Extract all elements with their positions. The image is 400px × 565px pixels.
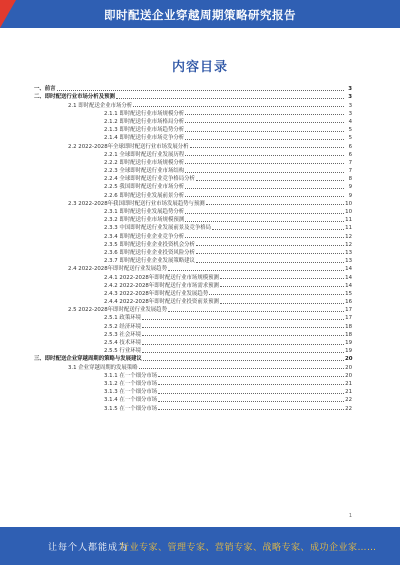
toc-entry-page: 8 bbox=[348, 176, 352, 183]
toc-entry-label: 2.3 2022-2028年我国即时配送行业市场发展趋势与预测 bbox=[68, 200, 205, 207]
toc-leader-dots bbox=[196, 179, 344, 181]
toc-leader-dots bbox=[185, 220, 344, 222]
toc-entry-page: 15 bbox=[345, 290, 352, 297]
toc-entry[interactable] bbox=[34, 166, 352, 174]
toc-entry-page: 5 bbox=[348, 127, 352, 134]
toc-entry-page: 14 bbox=[345, 266, 352, 273]
toc-entry-page: 16 bbox=[345, 299, 352, 306]
toc-entry-page: 13 bbox=[345, 249, 352, 256]
toc-leader-dots bbox=[196, 261, 344, 263]
toc-entry[interactable] bbox=[34, 289, 352, 297]
toc-entry-page: 6 bbox=[348, 143, 352, 150]
toc-entry-page: 20 bbox=[345, 372, 352, 379]
toc-leader-dots bbox=[158, 392, 344, 394]
toc-entry-page: 5 bbox=[348, 135, 352, 142]
toc-entry-label: 2.3.7 即时配送行业企业发展策略建议 bbox=[104, 258, 195, 265]
toc-leader-dots bbox=[185, 187, 344, 189]
toc-entry-label: 3.1.5 在一个细分市场 bbox=[104, 405, 158, 412]
toc-entry-label: 2.2.4 全球即时配送行业竞争格局分析 bbox=[104, 176, 195, 183]
toc-leader-dots bbox=[142, 334, 344, 336]
toc-entry[interactable] bbox=[34, 174, 352, 182]
toc-leader-dots bbox=[190, 146, 344, 148]
toc-leader-dots bbox=[212, 228, 344, 230]
toc-entry-label: 2.5.2 经济环境 bbox=[104, 323, 141, 330]
toc-entry-label: 3.1.3 在一个细分市场 bbox=[104, 389, 158, 396]
toc-entry-label: 2.1.2 即时配送行业市场格局分析 bbox=[104, 118, 185, 125]
toc-entry-page: 9 bbox=[348, 184, 352, 191]
toc-entry[interactable] bbox=[34, 215, 352, 223]
toc-entry-label: 2.1.4 即时配送行业市场竞争分析 bbox=[104, 135, 185, 142]
toc-entry-page: 7 bbox=[348, 168, 352, 175]
toc-entry-page: 17 bbox=[345, 307, 352, 314]
toc-leader-dots bbox=[185, 171, 344, 173]
toc-entry-label: 2.5.1 政策环境 bbox=[104, 315, 141, 322]
toc-entry[interactable] bbox=[34, 190, 352, 198]
toc-leader-dots bbox=[142, 326, 344, 328]
toc-leader-dots bbox=[116, 97, 344, 99]
toc-entry-page: 19 bbox=[345, 348, 352, 355]
toc-entry-page: 9 bbox=[348, 192, 352, 199]
toc-leader-dots bbox=[209, 293, 344, 295]
toc-entry-label: 2.2.5 我国即时配送行业市场分析 bbox=[104, 184, 185, 191]
toc-entry[interactable] bbox=[34, 338, 352, 346]
toc-entry[interactable] bbox=[34, 150, 352, 158]
toc-entry-label: 三、即时配送企业穿越周期的策略与发展建议 bbox=[34, 356, 142, 363]
toc-entry-label: 2.2.1 全球即时配送行业发展历程 bbox=[104, 151, 185, 158]
toc-leader-dots bbox=[158, 383, 344, 385]
toc-entry-page: 18 bbox=[345, 331, 352, 338]
toc-entry[interactable] bbox=[34, 100, 352, 108]
toc-leader-dots bbox=[185, 138, 344, 140]
report-header-bar bbox=[0, 0, 400, 28]
toc-leader-dots bbox=[185, 130, 344, 132]
toc-leader-dots bbox=[220, 285, 344, 287]
toc-leader-dots bbox=[168, 310, 344, 312]
toc-entry[interactable] bbox=[34, 387, 352, 395]
toc-entry-page: 10 bbox=[345, 209, 352, 215]
toc-entry-label: 2.3.6 即时配送行业企业投资风险分析 bbox=[104, 249, 195, 256]
toc-leader-dots bbox=[220, 302, 344, 304]
toc-leader-dots bbox=[139, 367, 344, 369]
toc-leader-dots bbox=[158, 375, 344, 377]
toc-leader-dots bbox=[158, 408, 344, 410]
toc-entry-label: 2.2.6 即时配送行业发展前景分析 bbox=[104, 192, 185, 199]
toc-entry[interactable] bbox=[34, 199, 352, 207]
toc-entry[interactable] bbox=[34, 223, 352, 231]
toc-entry-label: 2.2 2022-2028年全球即时配送行业市场发展分析 bbox=[68, 143, 189, 150]
toc-entry-page: 22 bbox=[345, 405, 352, 412]
toc-entry[interactable] bbox=[34, 109, 352, 117]
toc-entry-page: 13 bbox=[345, 258, 352, 265]
toc-leader-dots bbox=[142, 318, 344, 320]
toc-entry[interactable] bbox=[34, 313, 352, 321]
toc-entry-label: 2.3.2 即时配送行业市场规模预测 bbox=[104, 217, 185, 224]
toc-leader-dots bbox=[142, 343, 344, 345]
toc-entry[interactable] bbox=[34, 354, 352, 362]
toc-entry-label: 2.2.2 即时配送行业市场规模分析 bbox=[104, 159, 185, 166]
toc-leader-dots bbox=[185, 113, 344, 115]
toc-entry-label: 二、即时配送行业市场分析及预测 bbox=[34, 94, 115, 101]
toc-entry-page: 20 bbox=[345, 356, 353, 363]
toc-entry-label: 一、前言 bbox=[34, 86, 56, 93]
toc-entry[interactable] bbox=[34, 403, 352, 411]
toc-entry[interactable] bbox=[34, 256, 352, 264]
toc-leader-dots bbox=[143, 359, 344, 361]
toc-entry[interactable] bbox=[34, 231, 352, 239]
toc-leader-dots bbox=[220, 277, 344, 279]
toc-entry[interactable] bbox=[34, 248, 352, 256]
footer-slogan-right: 行业专家、管理专家、营销专家、战略专家、成功企业家…… bbox=[120, 543, 377, 553]
toc-leader-dots bbox=[185, 162, 344, 164]
page-number: 1 bbox=[348, 513, 352, 519]
toc-entry-label: 2.3.4 即时配送行业企业竞争分析 bbox=[104, 233, 185, 240]
toc-leader-dots bbox=[57, 89, 344, 91]
toc-leader-dots bbox=[185, 195, 344, 197]
toc-entry-page: 12 bbox=[345, 241, 352, 248]
toc-entry-page: 11 bbox=[345, 217, 352, 224]
toc-entry-page: 6 bbox=[348, 151, 352, 158]
toc-entry-page: 21 bbox=[345, 380, 352, 387]
toc-entry-label: 3.1.2 在一个细分市场 bbox=[104, 380, 158, 387]
toc-entry-page: 11 bbox=[345, 225, 352, 232]
toc-leader-dots bbox=[158, 400, 344, 402]
toc-entry-page: 4 bbox=[348, 118, 352, 125]
toc-entry-page: 19 bbox=[345, 340, 352, 346]
toc-entry[interactable] bbox=[34, 362, 352, 370]
toc-entry[interactable] bbox=[34, 182, 352, 190]
toc-entry[interactable] bbox=[34, 305, 352, 313]
toc-entry-label: 2.1.1 即时配送行业市场规模分析 bbox=[104, 110, 185, 117]
toc-leader-dots bbox=[185, 121, 344, 123]
toc-entry-label: 2.5.5 行业环境 bbox=[104, 348, 141, 355]
toc-entry-label: 3.1.1 在一个细分市场 bbox=[104, 372, 158, 379]
toc-leader-dots bbox=[142, 351, 344, 353]
toc-entry[interactable] bbox=[34, 264, 352, 272]
toc-entry-page: 21 bbox=[345, 389, 352, 396]
toc-entry[interactable] bbox=[34, 371, 352, 379]
toc-leader-dots bbox=[206, 203, 344, 205]
toc-leader-dots bbox=[133, 105, 344, 107]
toc-entry[interactable] bbox=[34, 84, 352, 92]
toc-entry-label: 2.3.5 即时配送行业企业投资机会分析 bbox=[104, 241, 195, 248]
toc-entry-page: 17 bbox=[345, 315, 352, 322]
toc-leader-dots bbox=[185, 154, 344, 156]
toc-entry-page: 14 bbox=[345, 274, 352, 281]
toc-entry-page: 22 bbox=[345, 397, 352, 404]
toc-entry-label: 2.5.3 社会环境 bbox=[104, 331, 141, 338]
toc-heading: 内容目录 bbox=[171, 60, 228, 75]
toc-entry-label: 3.1 企业穿越周期的发展策略 bbox=[68, 364, 138, 371]
table-of-contents bbox=[34, 84, 352, 412]
footer-slogan-left: 让每个人都能成为 bbox=[48, 543, 129, 553]
toc-entry[interactable] bbox=[34, 207, 352, 215]
toc-entry-page: 14 bbox=[345, 282, 352, 289]
toc-entry-page: 3 bbox=[348, 86, 352, 93]
toc-entry-page: 18 bbox=[345, 323, 352, 330]
report-title: 即时配送企业穿越周期策略研究报告 bbox=[104, 8, 296, 22]
toc-entry-label: 2.5 2022-2028年即时配送行业发展趋势 bbox=[68, 307, 167, 314]
toc-entry-label: 2.1.3 即时配送行业市场趋势分析 bbox=[104, 127, 185, 134]
toc-leader-dots bbox=[196, 252, 344, 254]
toc-entry-label: 2.3.1 即时配送行业发展趋势分析 bbox=[104, 209, 185, 215]
toc-entry-label: 2.4.2 2022-2028年即时配送行业市场需求预测 bbox=[104, 282, 219, 289]
toc-leader-dots bbox=[185, 236, 344, 238]
toc-leader-dots bbox=[185, 212, 344, 214]
toc-entry[interactable] bbox=[34, 117, 352, 125]
footer-bar bbox=[0, 527, 400, 565]
toc-entry[interactable] bbox=[34, 281, 352, 289]
toc-entry-label: 2.4.1 2022-2028年即时配送行业市场规模预测 bbox=[104, 274, 219, 281]
toc-entry[interactable] bbox=[34, 330, 352, 338]
toc-entry[interactable] bbox=[34, 92, 352, 100]
toc-entry-label: 2.4.3 2022-2028年即时配送行业发展趋势 bbox=[104, 290, 209, 297]
toc-leader-dots bbox=[196, 244, 344, 246]
toc-entry-label: 3.1.4 在一个细分市场 bbox=[104, 397, 158, 404]
toc-entry[interactable] bbox=[34, 395, 352, 403]
toc-entry[interactable] bbox=[34, 346, 352, 354]
toc-entry-label: 2.4 2022-2028年即时配送行业发展趋势 bbox=[68, 266, 167, 273]
toc-entry-page: 3 bbox=[348, 94, 352, 101]
toc-entry[interactable] bbox=[34, 321, 352, 329]
toc-entry-page: 12 bbox=[345, 233, 352, 240]
toc-entry-page: 20 bbox=[345, 364, 352, 371]
toc-entry-label: 2.3.3 中国即时配送行业发展前景及竞争格局 bbox=[104, 225, 212, 232]
toc-entry[interactable] bbox=[34, 125, 352, 133]
toc-leader-dots bbox=[168, 269, 344, 271]
toc-entry[interactable] bbox=[34, 133, 352, 141]
toc-entry-page: 10 bbox=[345, 200, 352, 207]
toc-entry-page: 7 bbox=[348, 159, 352, 166]
toc-entry-page: 3 bbox=[348, 110, 352, 117]
toc-entry[interactable] bbox=[34, 240, 352, 248]
toc-entry[interactable] bbox=[34, 141, 352, 149]
toc-entry-label: 2.5.4 技术环境 bbox=[104, 340, 141, 346]
toc-entry-label: 2.4.4 2022-2028年即时配送行业投资前景预测 bbox=[104, 299, 219, 306]
toc-entry-label: 2.1 即时配送企业市场分析 bbox=[68, 102, 133, 109]
toc-entry-label: 2.2.3 全球即时配送行业市场结构 bbox=[104, 168, 185, 175]
toc-entry[interactable] bbox=[34, 158, 352, 166]
toc-entry[interactable] bbox=[34, 272, 352, 280]
toc-entry-page: 3 bbox=[348, 102, 352, 109]
toc-entry[interactable] bbox=[34, 379, 352, 387]
toc-entry[interactable] bbox=[34, 297, 352, 305]
